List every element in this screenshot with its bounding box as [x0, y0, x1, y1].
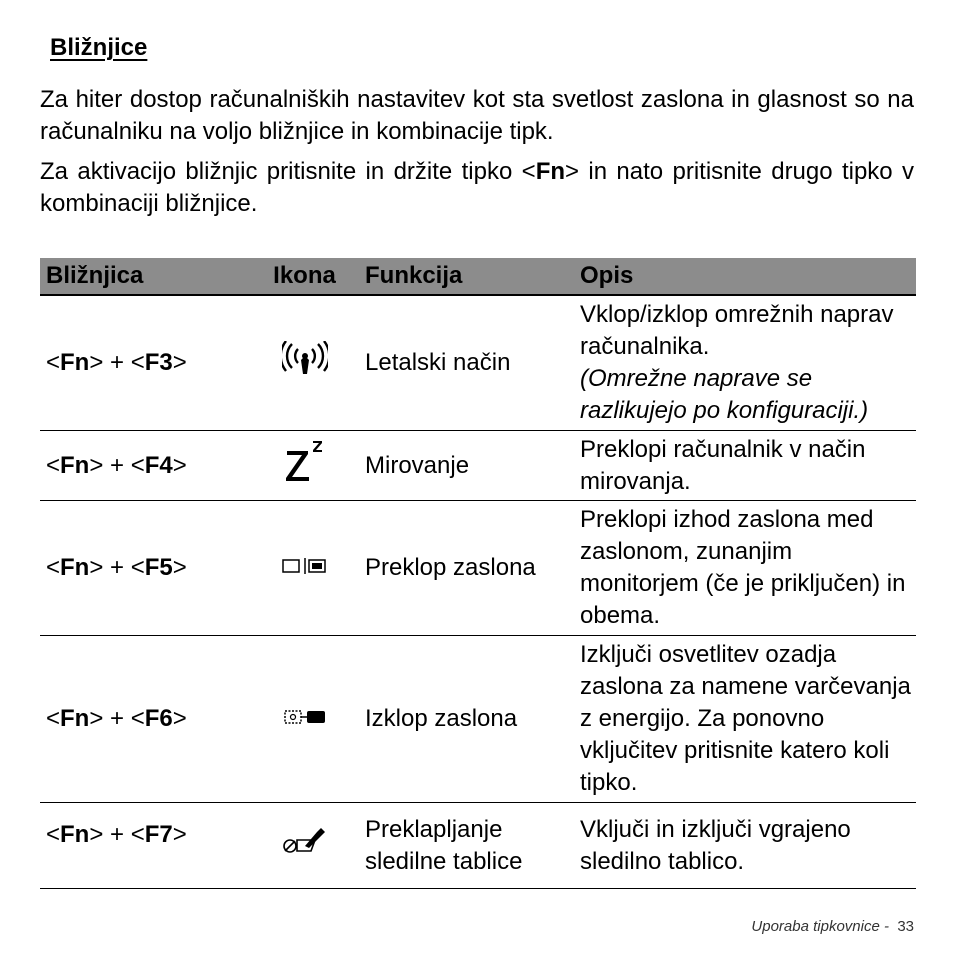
table-row	[40, 295, 916, 431]
function-cell: Letalski način	[358, 295, 579, 431]
table-row	[40, 803, 916, 889]
function-cell: Mirovanje	[358, 431, 579, 501]
function-cell: Preklop zaslona	[358, 501, 579, 636]
header-icon: Ikona	[251, 258, 358, 295]
description-cell: Vključi in izključi vgrajeno sledilno tablico.	[579, 803, 916, 889]
intro-paragraph: Za hiter dostop računalniških nastavitev kot sta svetlost zaslona in glasnost so na računalniku na voljo bližnjice in kombinacije tipk.	[40, 86, 914, 145]
function-cell: Izklop zaslona	[358, 636, 579, 803]
header-shortcut: Bližnjica	[40, 258, 251, 295]
section-heading: Bližnjice	[50, 34, 148, 61]
shortcut-cell: <Fn> + <F4>	[40, 431, 251, 501]
sleep-icon	[283, 439, 327, 492]
shortcut-cell: <Fn> + <F3>	[40, 295, 251, 431]
shortcut-cell: <Fn> + <F7>	[40, 803, 251, 889]
shortcut-cell: <Fn> + <F6>	[40, 636, 251, 803]
description-cell: Preklopi računalnik v način mirovanja.	[579, 431, 916, 501]
shortcut-cell: <Fn> + <F5>	[40, 501, 251, 636]
table-header-row	[40, 258, 916, 295]
touchpad-toggle-icon	[281, 826, 329, 865]
footer-label: Uporaba tipkovnice -	[751, 918, 889, 935]
icon-cell	[251, 501, 358, 636]
activation-paragraph: Za aktivacijo bližnjic pritisnite in držite tipko <Fn> in nato pritisnite drugo tipko v kombinaciji bližnjice.	[40, 158, 915, 217]
icon-cell	[251, 431, 358, 501]
function-cell: Preklapljanje sledilne tablice	[358, 803, 579, 889]
description-cell: Vklop/izklop omrežnih naprav računalnika. (Omrežne naprave se razlikujejo po konfiguraciji.)	[579, 295, 916, 431]
shortcuts-table	[40, 258, 916, 889]
page-number: 33	[897, 918, 914, 935]
icon-cell	[251, 803, 358, 889]
table-row	[40, 501, 916, 636]
display-off-icon	[281, 703, 329, 735]
table-row	[40, 636, 916, 803]
page-footer	[751, 918, 914, 935]
header-function: Funkcija	[358, 258, 579, 295]
display-toggle-icon	[281, 552, 329, 584]
header-description: Opis	[579, 258, 916, 295]
icon-cell	[251, 295, 358, 431]
wireless-icon	[282, 341, 328, 386]
table-row	[40, 431, 916, 501]
icon-cell	[251, 636, 358, 803]
description-cell: Izključi osvetlitev ozadja zaslona za namene varčevanja z energijo. Za ponovno vključitev pritisnite katero koli tipko.	[579, 636, 916, 803]
description-cell: Preklopi izhod zaslona med zaslonom, zunanjim monitorjem (če je priključen) in obema.	[579, 501, 916, 636]
